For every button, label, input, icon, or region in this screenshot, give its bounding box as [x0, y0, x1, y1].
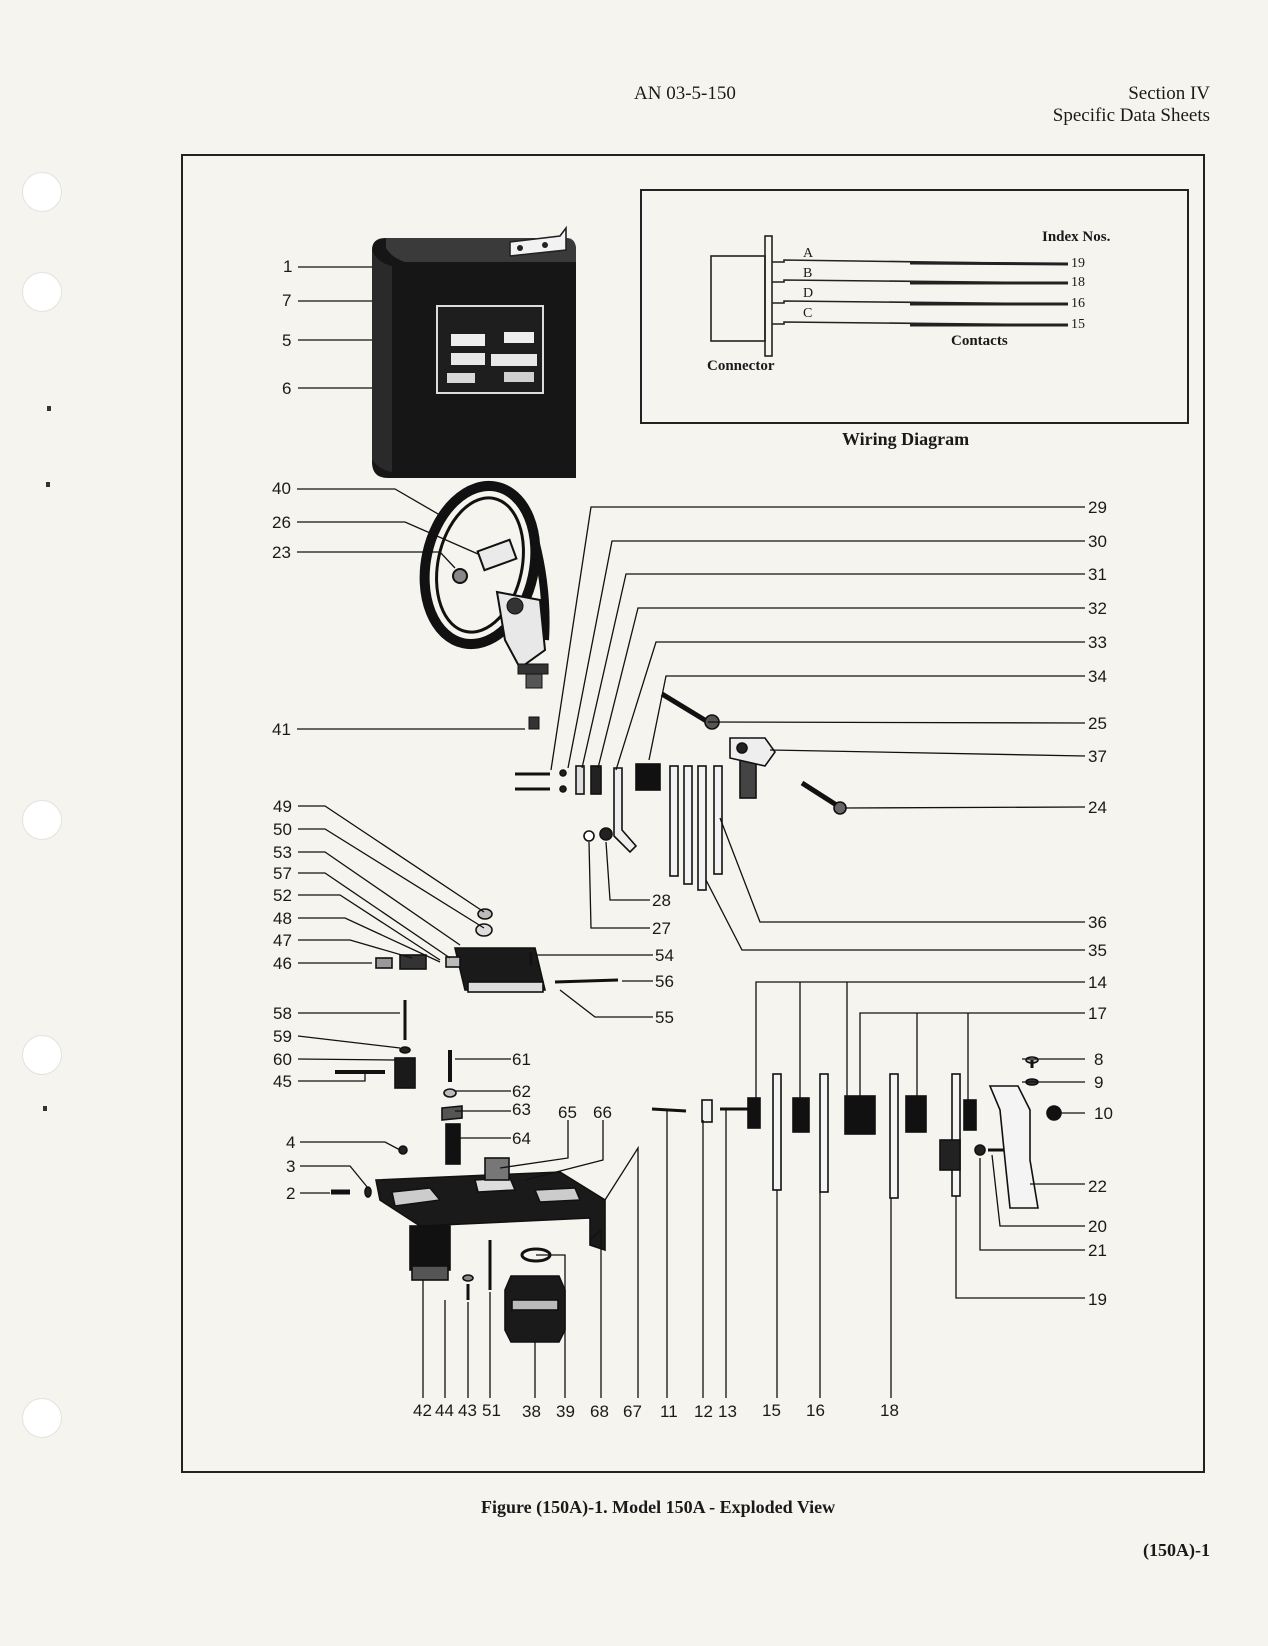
wiring-connector-label: Connector	[707, 358, 775, 374]
callout-29: 29	[1088, 498, 1107, 517]
callout-61: 61	[512, 1050, 531, 1069]
callout-65: 65	[558, 1103, 577, 1122]
wiring-index-15: 15	[1071, 317, 1085, 332]
callout-34: 34	[1088, 667, 1107, 686]
callout-2: 2	[286, 1184, 296, 1203]
callout-45: 45	[273, 1072, 292, 1091]
callout-50: 50	[273, 820, 292, 839]
callout-11: 11	[660, 1402, 678, 1421]
wiring-pin-b: B	[803, 266, 813, 281]
callout-3: 3	[286, 1157, 296, 1176]
callout-32: 32	[1088, 599, 1107, 618]
callout-7: 7	[282, 291, 292, 310]
callout-66: 66	[593, 1103, 612, 1122]
callout-19: 19	[1088, 1290, 1107, 1309]
callout-59: 59	[273, 1027, 292, 1046]
callout-52: 52	[273, 886, 292, 905]
callout-21: 21	[1088, 1241, 1107, 1260]
wiring-index-18: 18	[1071, 275, 1085, 290]
callout-28: 28	[652, 891, 671, 910]
cover-drawing	[372, 228, 576, 478]
callout-51: 51	[482, 1401, 501, 1420]
callout-38: 38	[522, 1402, 541, 1421]
callout-35: 35	[1088, 941, 1107, 960]
wiring-pin-a: A	[803, 246, 814, 261]
callout-4: 4	[286, 1133, 296, 1152]
callout-48: 48	[273, 909, 292, 928]
callout-31: 31	[1088, 565, 1107, 584]
callout-67: 67	[623, 1402, 642, 1421]
callout-13: 13	[718, 1402, 737, 1421]
wiring-contacts-label: Contacts	[951, 333, 1008, 349]
slide-block-drawing	[335, 909, 618, 1164]
callout-30: 30	[1088, 532, 1107, 551]
page-number: (150A)-1	[1143, 1540, 1210, 1560]
callout-60: 60	[273, 1050, 292, 1069]
callout-16: 16	[806, 1401, 825, 1420]
callout-64: 64	[512, 1129, 531, 1148]
callout-25: 25	[1088, 714, 1107, 733]
callout-22: 22	[1088, 1177, 1107, 1196]
callout-44: 44	[435, 1401, 454, 1420]
callout-36: 36	[1088, 913, 1107, 932]
contact-stack-drawing	[515, 694, 846, 890]
callout-17: 17	[1088, 1004, 1107, 1023]
callout-58: 58	[273, 1004, 292, 1023]
callout-18: 18	[880, 1401, 899, 1420]
wiring-index-19: 19	[1071, 256, 1085, 271]
callout-10: 10	[1094, 1104, 1113, 1123]
wiring-pin-d: D	[803, 286, 814, 301]
wiring-lines	[772, 260, 1068, 325]
bellows-drawing	[411, 476, 550, 729]
callout-55: 55	[655, 1008, 674, 1027]
callout-33: 33	[1088, 633, 1107, 652]
callout-15: 15	[762, 1401, 781, 1420]
callout-41: 41	[272, 720, 291, 739]
callout-37: 37	[1088, 747, 1107, 766]
callout-56: 56	[655, 972, 674, 991]
callout-8: 8	[1094, 1050, 1104, 1069]
callout-24: 24	[1088, 798, 1107, 817]
wiring-pin-c: C	[803, 306, 813, 321]
callout-6: 6	[282, 379, 292, 398]
callout-57: 57	[273, 864, 292, 883]
callout-42: 42	[413, 1401, 432, 1420]
callout-63: 63	[512, 1100, 531, 1119]
callout-12: 12	[694, 1402, 713, 1421]
callout-49: 49	[273, 797, 292, 816]
callout-27: 27	[652, 919, 671, 938]
wiring-contacts	[910, 263, 1068, 325]
callout-40: 40	[272, 479, 291, 498]
callout-54: 54	[655, 946, 674, 965]
doc-number: AN 03-5-150	[634, 83, 736, 104]
section-title: Specific Data Sheets	[1052, 105, 1210, 126]
callout-1: 1	[283, 257, 293, 276]
callout-47: 47	[273, 931, 292, 950]
wiring-index-heading: Index Nos.	[1042, 229, 1111, 245]
callout-5: 5	[282, 331, 292, 350]
callout-23: 23	[272, 543, 291, 562]
wiring-connector	[711, 236, 772, 356]
wiring-index-16: 16	[1071, 296, 1085, 311]
callout-53: 53	[273, 843, 292, 862]
callout-68: 68	[590, 1402, 609, 1421]
callout-14: 14	[1088, 973, 1107, 992]
right-stack-drawing	[652, 1057, 1061, 1208]
callout-39: 39	[556, 1402, 575, 1421]
section-label: Section IV	[1128, 83, 1210, 104]
callout-20: 20	[1088, 1217, 1107, 1236]
callout-43: 43	[458, 1401, 477, 1420]
figure-caption: Figure (150A)-1. Model 150A - Exploded View	[481, 1497, 836, 1517]
callout-26: 26	[272, 513, 291, 532]
wiring-diagram-title: Wiring Diagram	[842, 429, 970, 449]
callout-9: 9	[1094, 1073, 1104, 1092]
callout-46: 46	[273, 954, 292, 973]
callout-62: 62	[512, 1082, 531, 1101]
